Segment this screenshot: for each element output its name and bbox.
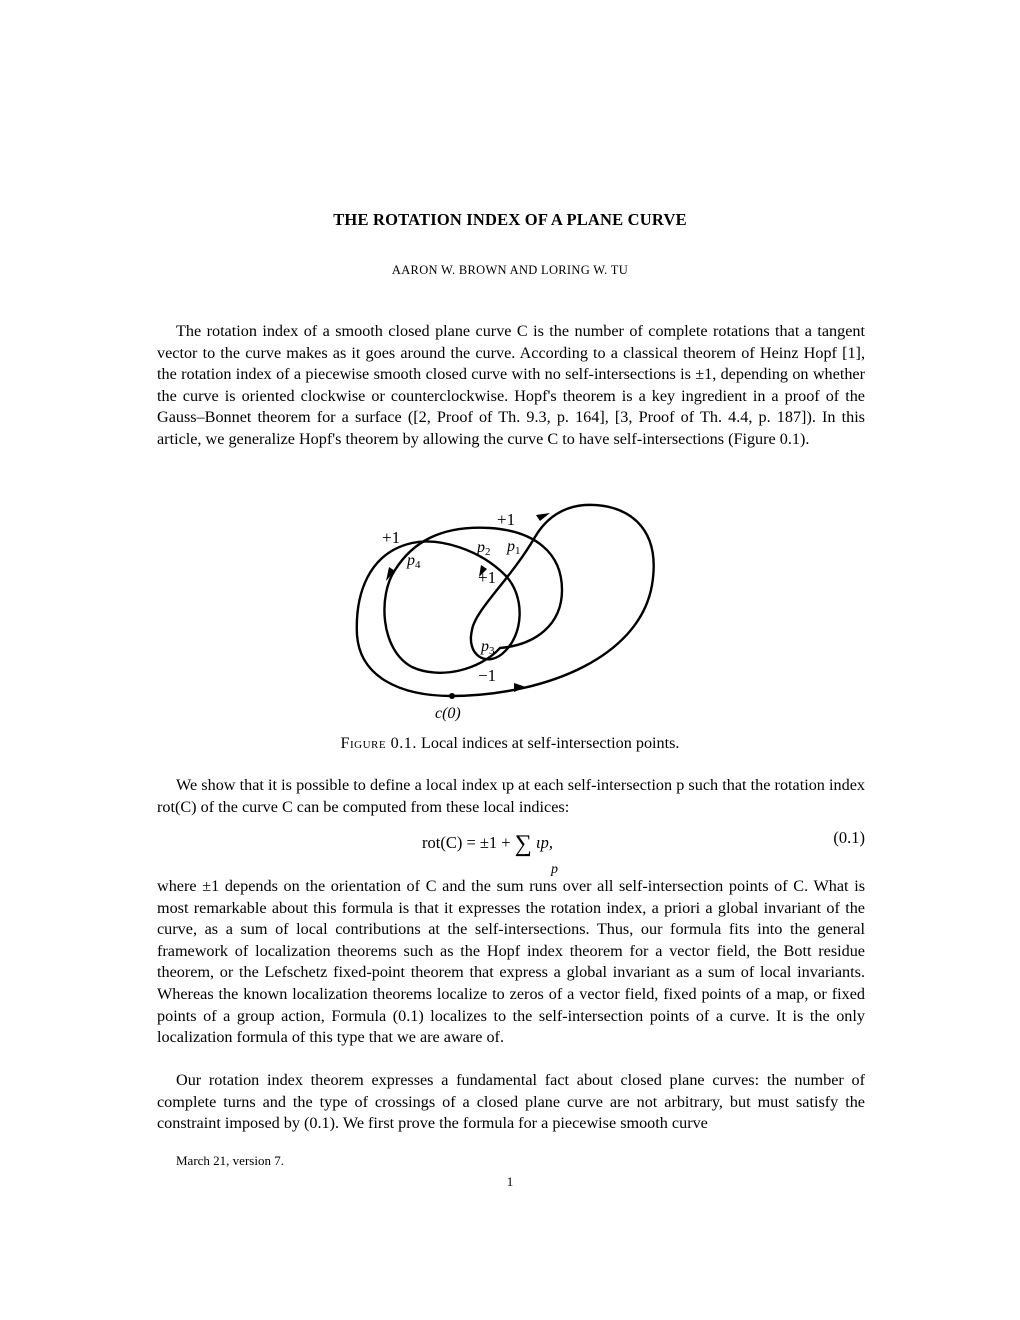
paragraph-theorem: Our rotation index theorem expresses a fundamental fact about closed plane curves: the number of complete turns and the type of crossings of a closed plane curve are not arbitrary, but must satisfy the constraint imposed by (0.1). We first prove the formula for a piecewise smooth curve [157, 1071, 865, 1133]
equation-0-1 [157, 820, 865, 877]
curve-outer-loop [357, 505, 654, 696]
caption-label: Figure 0.1. [340, 734, 417, 752]
equation-lhs: rot(C) = ±1 + [422, 833, 511, 852]
page-number: 1 [506, 1174, 514, 1189]
paper-authors: AARON W. BROWN AND LORING W. TU [391, 263, 629, 277]
intro-paragraph: The rotation index of a smooth closed plane curve C is the number of complete rotations that a tangent vector to the curve makes as it goes around the curve. According to a classical theorem of Heinz Hopf [1], the rotation index of a piecewise smooth closed curve with no self-intersections is ±1, depending on whether the curve is oriented clockwise or counterclockwise. Hopf's theorem is a key ingredient in a proof of the Gauss–Bonnet theorem for a surface ([2, Proof of Th. 9.3, p. 164], [3, Proof of Th. 4.4, p. 187]). In this article, we generalize Hopf's theorem by allowing the curve C to have self-intersections (Figure 0.1). [157, 322, 865, 448]
label-plus-one-top: +1 [497, 510, 516, 529]
equation-term: ιp, [535, 833, 553, 852]
label-p2: p2 [477, 539, 491, 558]
label-minus-one: −1 [478, 666, 497, 685]
footnote-version: March 21, version 7. [176, 1153, 284, 1168]
equation-number: (0.1) [833, 828, 865, 847]
start-point-dot [449, 693, 455, 699]
sum-subscript: p [551, 862, 558, 877]
label-start-point: c(0) [435, 705, 461, 722]
figure-caption [0, 734, 1020, 753]
label-plus-one-middle: +1 [478, 568, 497, 587]
label-p4: p4 [407, 552, 421, 571]
paper-title: THE ROTATION INDEX OF A PLANE CURVE [333, 210, 687, 229]
label-plus-one-left: +1 [382, 528, 401, 547]
paragraph-remarkable: where ±1 depends on the orientation of C and the sum runs over all self-intersection points of C. What is most remarkable about this formula is that it expresses the rotation index, a priori a global invariant of the curve, as a sum of local contributions at the self-intersections. Thus, our formula fits into the general framework of localization theorems such as the Hopf index theorem for a vector field, the Bott residue theorem, or the Lefschetz fixed-point theorem that express a global invariant as a sum of local invariants. Whereas the known localization theorems localize to zeros of a vector field, fixed points of a map, or fixed points of a group action, Formula (0.1) localizes to the self-intersection points of a curve. It is the only localization formula of this type that we are aware of. [157, 877, 865, 1047]
label-p1: p1 [507, 538, 521, 557]
equation-body [422, 828, 558, 877]
figure-curve-diagram [340, 495, 670, 725]
paragraph-local-index: We show that it is possible to define a local index ιp at each self-intersection p such that the rotation index rot(C) of the curve C can be computed from these local indices: [157, 776, 865, 816]
caption-text: Local indices at self-intersection points. [421, 734, 680, 752]
sum-symbol: ∑ [514, 831, 532, 857]
label-p3: p3 [481, 638, 495, 657]
arrow-bottom [514, 683, 526, 692]
